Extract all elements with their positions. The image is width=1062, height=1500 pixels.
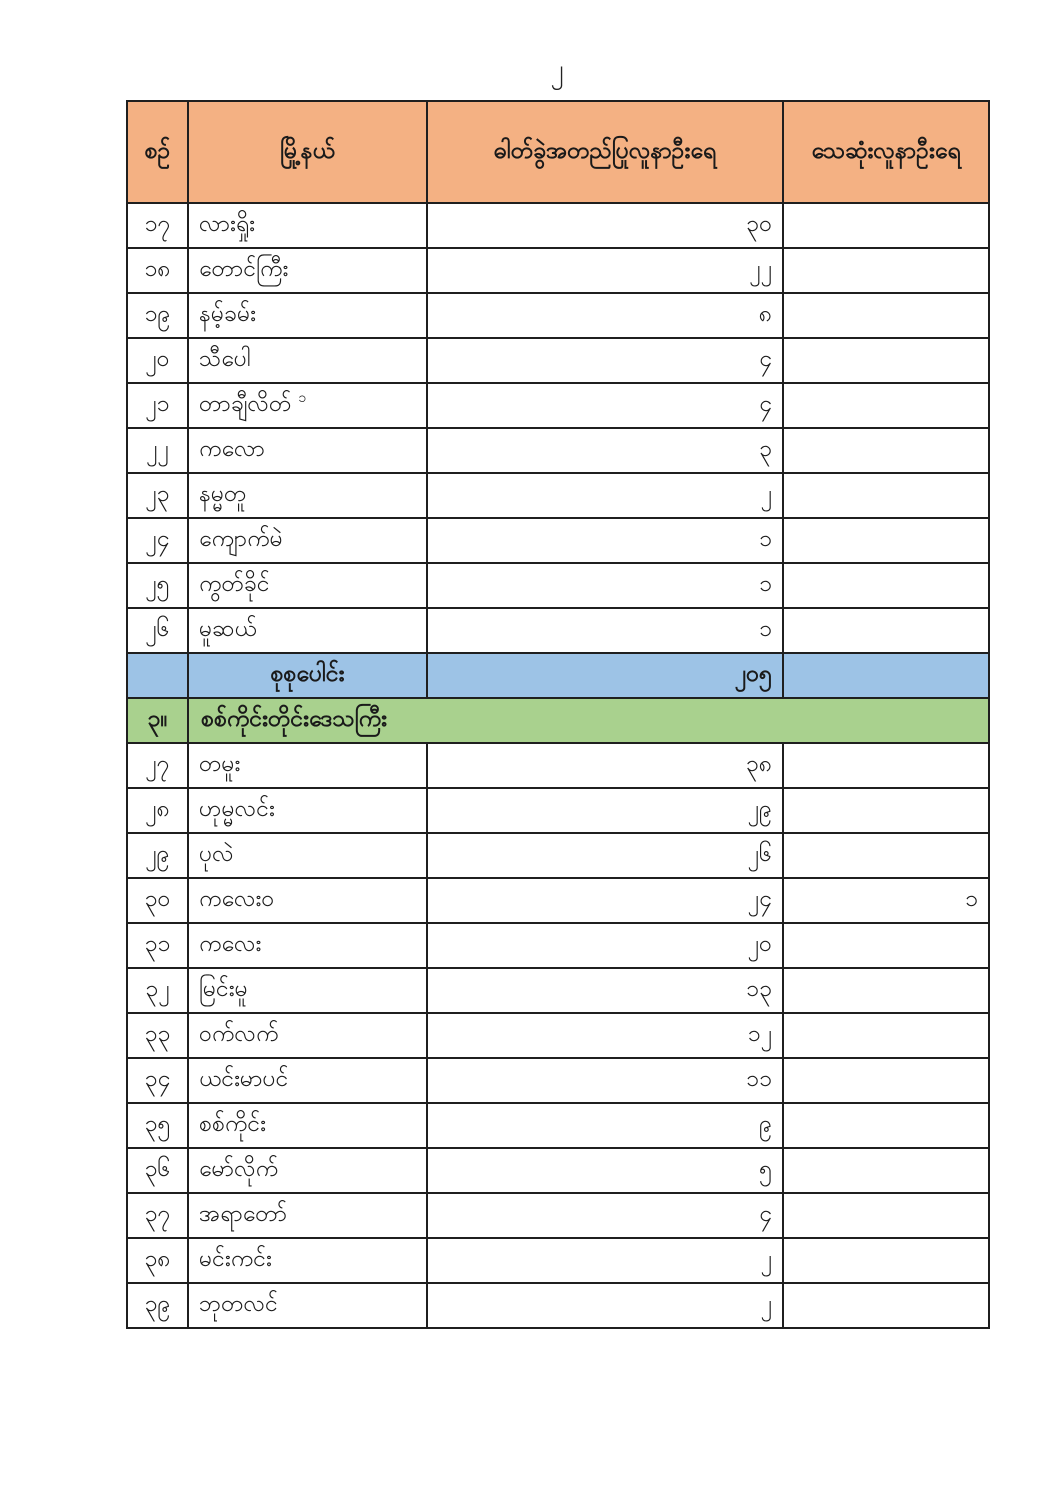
township-cell [188,1193,427,1238]
township-cell [188,248,427,293]
confirmed-cases-cell: ၃၀ [427,203,783,248]
township-name: နမ္မတူ [199,480,247,507]
township-name: စစ်ကိုင်း [199,1110,266,1137]
table-row [127,743,989,788]
header-lab-confirmed-cases: ဓါတ်ခွဲအတည်ပြုလူနာဦးရေ [427,101,783,203]
township-cell [188,1283,427,1328]
deaths-cell: ၁ [783,878,989,923]
township-cell [188,203,427,248]
deaths-cell [783,1013,989,1058]
confirmed-cases-cell: ၁ [427,518,783,563]
township-cell [188,428,427,473]
row-number-cell: ၃၇ [127,1193,188,1238]
township-name: တာချီလိတ် [199,390,292,417]
confirmed-cases-cell: ၁၂ [427,1013,783,1058]
township-cell [188,878,427,923]
township-cell [188,608,427,653]
row-number-cell: ၃၈ [127,1238,188,1283]
township-name: မြင်းမူ [199,975,248,1002]
header-township: မြို့နယ် [188,101,427,203]
township-name: ကျောက်မဲ [199,525,283,552]
row-number-cell: ၃၄ [127,1058,188,1103]
row-number-cell: ၂၂ [127,428,188,473]
confirmed-cases-cell: ၂ [427,1283,783,1328]
township-cell [188,1238,427,1283]
row-number-cell: ၃၅ [127,1103,188,1148]
row-number-cell: ၁၉ [127,293,188,338]
confirmed-cases-cell: ၂ [427,1238,783,1283]
table-row [127,1148,989,1193]
township-name: မင်းကင်း [199,1245,272,1272]
township-name: ဘုတလင် [199,1290,278,1317]
confirmed-cases-cell: ၂၂ [427,248,783,293]
confirmed-cases-cell: ၂၉ [427,788,783,833]
table-row [127,1013,989,1058]
township-name: တောင်ကြီး [199,255,289,282]
township-name: ကလေးဝ [199,885,275,912]
deaths-cell [783,743,989,788]
row-number-cell: ၃၂ [127,968,188,1013]
deaths-cell [783,1148,989,1193]
deaths-cell [783,1193,989,1238]
confirmed-cases-cell: ၄ [427,383,783,428]
township-cell [188,1058,427,1103]
confirmed-cases-cell: ၁၁ [427,1058,783,1103]
covid-cases-by-township-table [126,100,990,1329]
deaths-cell [783,563,989,608]
confirmed-cases-cell: ၂ [427,473,783,518]
township-cell [188,473,427,518]
table-row [127,428,989,473]
deaths-cell [783,1238,989,1283]
confirmed-cases-cell: ၁ [427,608,783,653]
deaths-cell [783,1283,989,1328]
confirmed-cases-cell: ၁၃ [427,968,783,1013]
township-cell [188,383,427,428]
row-number-cell: ၁၇ [127,203,188,248]
table-row [127,473,989,518]
township-name: အရာတော် [199,1200,288,1227]
row-number-cell: ၃၆ [127,1148,188,1193]
deaths-cell [783,293,989,338]
table-row [127,293,989,338]
township-name: တမူး [199,750,241,777]
deaths-cell [783,1103,989,1148]
township-name: ကလော [199,435,266,462]
township-cell [188,338,427,383]
township-name: ကွတ်ခိုင် [199,570,270,597]
row-number-cell: ၃၀ [127,878,188,923]
deaths-cell [783,383,989,428]
table-row [127,248,989,293]
table-row [127,203,989,248]
table-body [127,203,989,1328]
township-name: ဟုမ္မလင်း [199,795,275,822]
deaths-cell [783,428,989,473]
row-number-cell: ၂၀ [127,338,188,383]
section-number-cell: ၃။ [127,698,188,743]
township-name: ကလေး [199,930,262,957]
table-row [127,383,989,428]
township-cell [188,1013,427,1058]
total-label: စုစုပေါင်း [188,653,427,698]
township-cell [188,1148,427,1193]
row-number-cell: ၂၆ [127,608,188,653]
deaths-cell [783,968,989,1013]
row-number-cell: ၁၈ [127,248,188,293]
table-row [127,1238,989,1283]
deaths-cell [783,473,989,518]
township-name: သီပေါ [199,345,251,372]
row-number-cell: ၂၈ [127,788,188,833]
table-row [127,608,989,653]
township-cell [188,923,427,968]
confirmed-cases-cell: ၅ [427,1148,783,1193]
deaths-cell [783,833,989,878]
confirmed-cases-cell: ၁ [427,563,783,608]
township-name: မူဆယ် [199,615,257,642]
township-name: မော်လိုက် [199,1155,279,1182]
confirmed-cases-cell: ၃၈ [427,743,783,788]
township-cell [188,1103,427,1148]
township-cell [188,968,427,1013]
township-cell [188,833,427,878]
table-row [127,1058,989,1103]
row-number-cell: ၂၃ [127,473,188,518]
township-name: ဝက်လက် [199,1020,279,1047]
row-number-cell: ၃၉ [127,1283,188,1328]
total-deaths-cell [783,653,989,698]
table-row [127,788,989,833]
township-name: ယင်းမာပင် [199,1065,289,1092]
township-cell [188,743,427,788]
township-cell [188,293,427,338]
table-row [127,1193,989,1238]
total-row [127,653,989,698]
section-title-cell: စစ်ကိုင်းတိုင်းဒေသကြီး [188,698,989,743]
section-header-row [127,698,989,743]
deaths-cell [783,338,989,383]
confirmed-cases-cell: ၂၀ [427,923,783,968]
township-name: နမ့်ခမ်း [199,300,256,327]
table-row [127,1283,989,1328]
township-cell [188,518,427,563]
table-row [127,338,989,383]
deaths-cell [783,1058,989,1103]
row-number-cell: ၂၄ [127,518,188,563]
confirmed-cases-cell: ၂၆ [427,833,783,878]
footnote-marker: ၁ [298,389,307,406]
confirmed-cases-cell: ၃ [427,428,783,473]
township-cell [188,563,427,608]
deaths-cell [783,518,989,563]
table-row [127,1103,989,1148]
confirmed-cases-cell: ၈ [427,293,783,338]
deaths-cell [783,203,989,248]
confirmed-cases-cell: ၄ [427,1193,783,1238]
table-row [127,833,989,878]
table-row [127,968,989,1013]
total-empty-cell [127,653,188,698]
row-number-cell: ၂၁ [127,383,188,428]
row-number-cell: ၂၅ [127,563,188,608]
township-name: ပုလဲ [199,840,234,867]
deaths-cell [783,923,989,968]
table-header-row [127,101,989,203]
deaths-cell [783,608,989,653]
confirmed-cases-cell: ၂၄ [427,878,783,923]
row-number-cell: ၃၃ [127,1013,188,1058]
confirmed-cases-cell: ၉ [427,1103,783,1148]
header-serial-no: စဉ် [127,101,188,203]
row-number-cell: ၃၁ [127,923,188,968]
deaths-cell [783,248,989,293]
row-number-cell: ၂၇ [127,743,188,788]
confirmed-cases-cell: ၄ [427,338,783,383]
deaths-cell [783,788,989,833]
table-row [127,518,989,563]
township-cell [188,788,427,833]
table-row [127,878,989,923]
table-row [127,923,989,968]
page-number: ၂ [550,54,564,85]
township-name: လားရှိုး [199,210,255,237]
row-number-cell: ၂၉ [127,833,188,878]
table-row [127,563,989,608]
header-deaths: သေဆုံးလူနာဦးရေ [783,101,989,203]
total-confirmed-cell: ၂၀၅ [427,653,783,698]
